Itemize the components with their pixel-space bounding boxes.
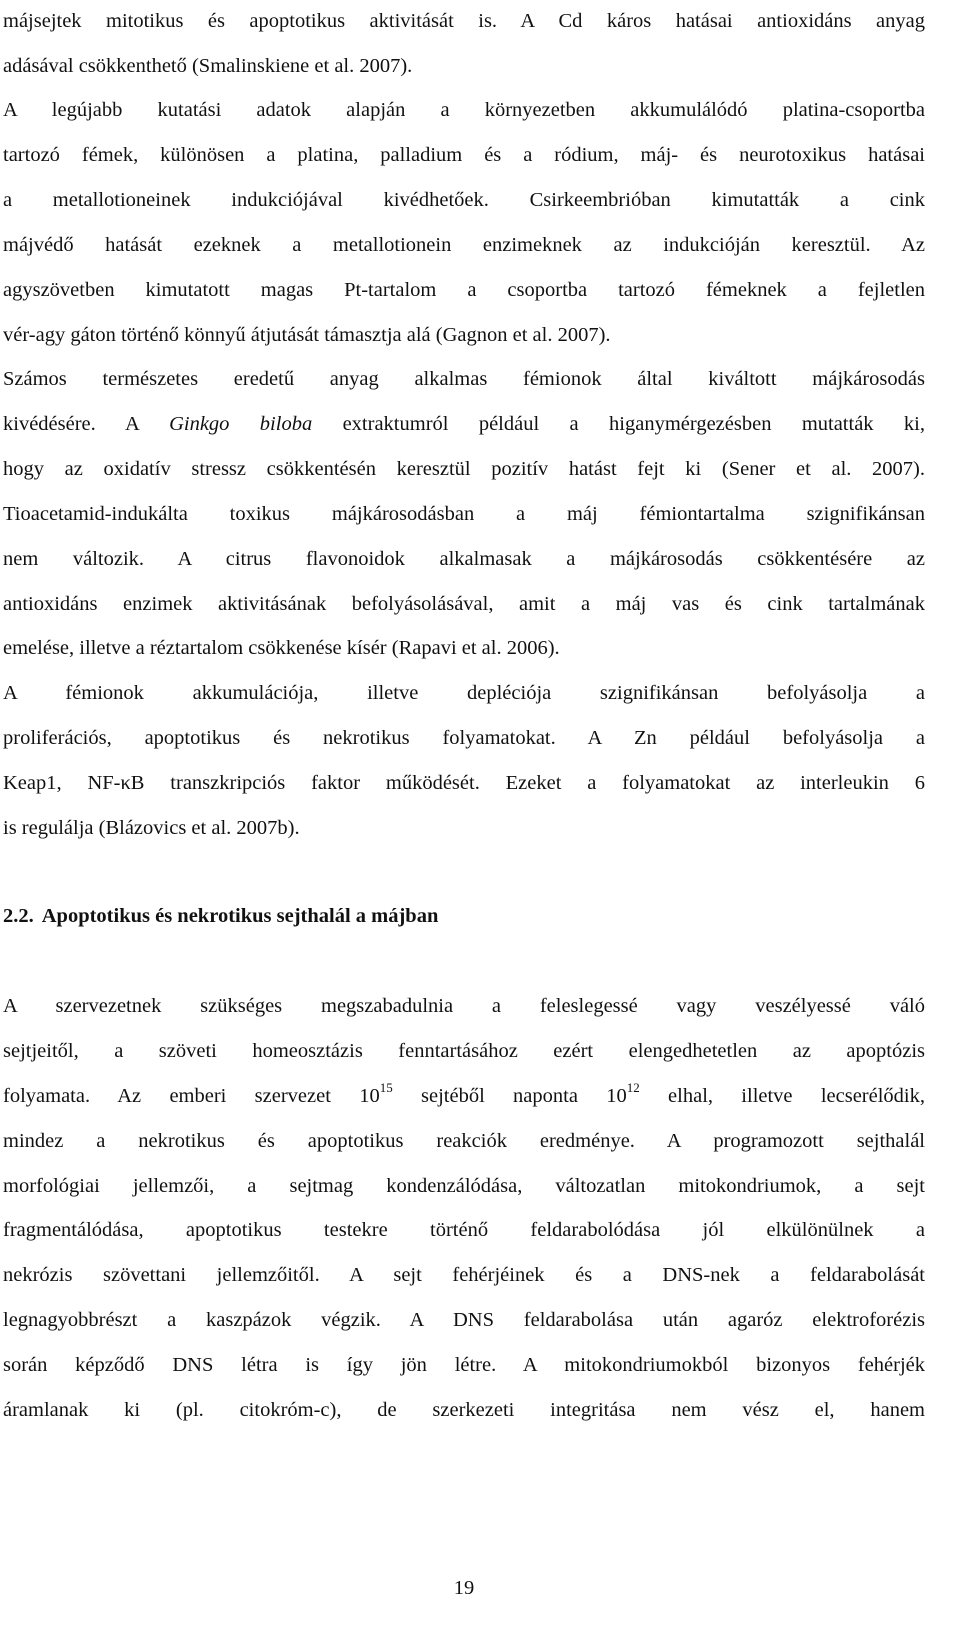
text-line: mindez a nekrotikus és apoptotikus reakciók eredménye. A programozott sejthalál: [3, 1130, 925, 1152]
exponent: 15: [379, 1080, 393, 1096]
text-line: tartozó fémek, különösen a platina, palladium és a ródium, máj- és neurotoxikus hatásai: [3, 144, 925, 166]
text-line: fragmentálódása, apoptotikus testekre történő feldarabolódása jól elkülönülnek a: [3, 1219, 925, 1241]
text-line: [3, 410, 925, 438]
text-line: hogy az oxidatív stressz csökkentésén keresztül pozitív hatást fejt ki (Sener et al. 2007).: [3, 458, 925, 480]
species-name: Ginkgo biloba: [169, 413, 313, 435]
text-line: májvédő hatását ezeknek a metallotionein enzimeknek az indukcióján keresztül. Az: [3, 234, 925, 256]
text-line: is regulálja (Blázovics et al. 2007b).: [3, 817, 300, 839]
text-run: sejtéből naponta 10: [392, 1085, 627, 1107]
text-line: morfológiai jellemzői, a sejtmag kondenzálódása, változatlan mitokondriumok, a sejt: [3, 1175, 925, 1197]
text-line: legnagyobbrészt a kaszpázok végzik. A DNS feldarabolása után agaróz elektroforézis: [3, 1309, 925, 1331]
section-title: Apoptotikus és nekrotikus sejthalál a májban: [41, 905, 439, 927]
text-run: kivédésére. A: [3, 413, 170, 435]
text-line: emelése, illetve a réztartalom csökkenése kísér (Rapavi et al. 2006).: [3, 637, 560, 659]
text-run: extraktumról például a higanymérgezésben mutatták ki,: [312, 413, 925, 435]
text-line: Keap1, NF-κB transzkripciós faktor működését. Ezeket a folyamatokat az interleukin 6: [3, 772, 925, 794]
text-line: Számos természetes eredetű anyag alkalmas fémionok által kiváltott májkárosodás: [3, 368, 925, 390]
section-number: 2.2.: [3, 905, 34, 927]
text-line: proliferációs, apoptotikus és nekrotikus folyamatokat. A Zn például befolyásolja a: [3, 727, 925, 749]
text-line: A szervezetnek szükséges megszabadulnia a feleslegessé vagy veszélyessé váló: [3, 995, 925, 1017]
text-line: agyszövetben kimutatott magas Pt-tartalom a csoportba tartozó fémeknek a fejletlen: [3, 279, 925, 301]
text-line: [3, 1082, 925, 1110]
text-line: nem változik. A citrus flavonoidok alkalmasak a májkárosodás csökkentésére az: [3, 548, 925, 570]
text-run: elhal, illetve lecserélődik,: [639, 1085, 925, 1107]
text-line: A fémionok akkumulációja, illetve depléciója szignifikánsan befolyásolja a: [3, 682, 925, 704]
page-number: 19: [453, 1577, 475, 1599]
exponent: 12: [626, 1080, 640, 1096]
text-line: nekrózis szövettani jellemzőitől. A sejt fehérjéinek és a DNS-nek a feldarabolását: [3, 1264, 925, 1286]
text-line: A legújabb kutatási adatok alapján a környezetben akkumulálódó platina-csoportba: [3, 99, 925, 121]
text-line: májsejtek mitotikus és apoptotikus aktivitását is. A Cd káros hatásai antioxidáns anyag: [3, 10, 925, 32]
text-line: a metallotioneinek indukciójával kivédhetőek. Csirkeembrióban kimutatták a cink: [3, 189, 925, 211]
text-line: Tioacetamid-indukálta toxikus májkárosodásban a máj fémiontartalma szignifikánsan: [3, 503, 925, 525]
text-line: vér-agy gáton történő könnyű átjutását támasztja alá (Gagnon et al. 2007).: [3, 324, 611, 346]
text-line: áramlanak ki (pl. citokróm-c), de szerkezeti integritása nem vész el, hanem: [3, 1399, 925, 1421]
text-line: sejtjeitől, a szöveti homeosztázis fenntartásához ezért elengedhetetlen az apoptózis: [3, 1040, 925, 1062]
text-line: során képződő DNS létra is így jön létre. A mitokondriumokból bizonyos fehérjék: [3, 1354, 925, 1376]
section-heading: [3, 902, 438, 930]
text-line: antioxidáns enzimek aktivitásának befolyásolásával, amit a máj vas és cink tartalmának: [3, 593, 925, 615]
text-line: adásával csökkenthető (Smalinskiene et al. 2007).: [3, 55, 413, 77]
text-run: folyamata. Az emberi szervezet 10: [3, 1085, 380, 1107]
